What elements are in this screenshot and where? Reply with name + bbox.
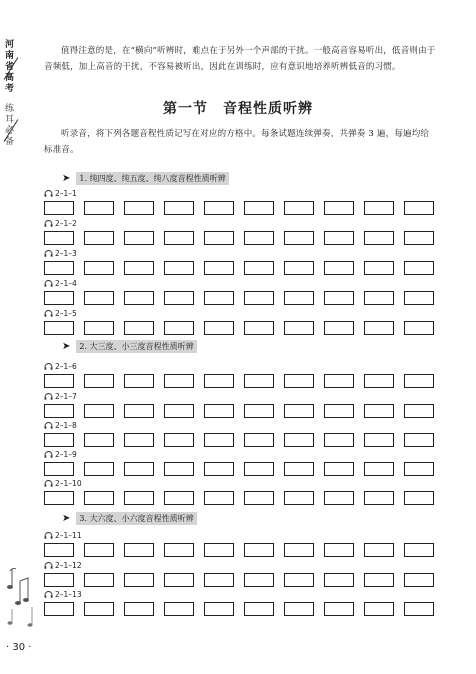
exercise-row <box>44 360 444 373</box>
answer-box[interactable] <box>364 462 394 476</box>
answer-box[interactable] <box>124 573 154 587</box>
answer-box[interactable] <box>284 231 314 245</box>
exercise-row <box>44 307 444 320</box>
answer-box[interactable] <box>164 404 194 418</box>
answer-box[interactable] <box>404 404 434 418</box>
exercise-label <box>44 390 444 403</box>
answer-box[interactable] <box>284 374 314 388</box>
exercise-row <box>44 477 444 490</box>
answer-box[interactable] <box>84 201 114 215</box>
exercise-number: 2–1–1 <box>55 189 77 198</box>
answer-box[interactable] <box>364 404 394 418</box>
exercise-number: 2–1–10 <box>55 479 82 488</box>
answer-box[interactable] <box>84 291 114 305</box>
headphone-audio-icon <box>44 562 53 569</box>
answer-box[interactable] <box>284 201 314 215</box>
answer-box[interactable] <box>404 291 434 305</box>
category-heading <box>62 172 229 185</box>
answer-box[interactable] <box>204 321 234 335</box>
answer-box[interactable] <box>244 374 274 388</box>
answer-box[interactable] <box>204 491 234 505</box>
arrow-icon: ➤ <box>62 513 71 524</box>
answer-box[interactable] <box>84 602 114 616</box>
answer-box[interactable] <box>204 404 234 418</box>
side-subtitle: 练耳必备 <box>5 104 15 147</box>
answer-box[interactable] <box>244 321 274 335</box>
headphone-audio-icon <box>44 532 53 539</box>
answer-box[interactable] <box>164 231 194 245</box>
exercise-number: 2–1–6 <box>55 362 77 371</box>
answer-box[interactable] <box>44 433 74 447</box>
exercise-row <box>44 588 444 601</box>
answer-box[interactable] <box>44 291 74 305</box>
answer-box[interactable] <box>404 462 434 476</box>
headphone-audio-icon <box>44 480 53 487</box>
answer-box[interactable] <box>324 462 354 476</box>
answer-box[interactable] <box>244 291 274 305</box>
answer-box[interactable] <box>284 462 314 476</box>
answer-box[interactable] <box>364 433 394 447</box>
answer-box[interactable] <box>404 374 434 388</box>
answer-box[interactable] <box>204 462 234 476</box>
headphone-audio-icon <box>44 363 53 370</box>
answer-box[interactable] <box>44 462 74 476</box>
answer-box[interactable] <box>164 201 194 215</box>
answer-box[interactable] <box>244 491 274 505</box>
answer-box[interactable] <box>44 321 74 335</box>
answer-box[interactable] <box>244 602 274 616</box>
exercise-number: 2–1–5 <box>55 309 77 318</box>
answer-box[interactable] <box>124 231 154 245</box>
answer-box[interactable] <box>364 201 394 215</box>
answer-box[interactable] <box>324 573 354 587</box>
headphone-audio-icon <box>44 422 53 429</box>
answer-box[interactable] <box>44 602 74 616</box>
exercise-number: 2–1–8 <box>55 421 77 430</box>
answer-box[interactable] <box>84 261 114 275</box>
answer-box[interactable] <box>404 573 434 587</box>
answer-box[interactable] <box>124 321 154 335</box>
exercise-label <box>44 419 444 432</box>
answer-box[interactable] <box>124 291 154 305</box>
exercise-row <box>44 559 444 572</box>
answer-box[interactable] <box>84 462 114 476</box>
answer-box[interactable] <box>404 201 434 215</box>
answer-box[interactable] <box>164 291 194 305</box>
section-title: 第一节 音程性质听辨 <box>163 101 313 117</box>
exercise-label <box>44 217 444 230</box>
side-title: 河南省高考 <box>5 40 15 94</box>
exercise-number: 2–1–13 <box>55 590 82 599</box>
answer-box[interactable] <box>364 602 394 616</box>
answer-box[interactable] <box>44 573 74 587</box>
answer-box[interactable] <box>284 543 314 557</box>
category-heading <box>62 512 197 525</box>
answer-box[interactable] <box>84 543 114 557</box>
answer-box[interactable] <box>244 543 274 557</box>
instruction-paragraph: 听录音，将下列各题音程性质记写在对应的方格中。每条试题连续弹奏，共弹奏 3 遍，每遍均给标准音。 <box>44 129 430 155</box>
answer-box[interactable] <box>44 491 74 505</box>
answer-box[interactable] <box>164 374 194 388</box>
headphone-audio-icon <box>44 310 53 317</box>
answer-box[interactable] <box>364 543 394 557</box>
answer-box[interactable] <box>204 201 234 215</box>
answer-box[interactable] <box>364 491 394 505</box>
exercise-number: 2–1–7 <box>55 392 77 401</box>
answer-box[interactable] <box>284 491 314 505</box>
category-label: 1. 纯四度、纯五度、纯八度音程性质听辨 <box>76 172 228 185</box>
answer-box[interactable] <box>44 231 74 245</box>
headphone-audio-icon <box>44 280 53 287</box>
exercise-number: 2–1–3 <box>55 249 77 258</box>
answer-box[interactable] <box>244 231 274 245</box>
exercise-label <box>44 307 444 320</box>
exercise-row <box>44 419 444 432</box>
answer-box[interactable] <box>124 261 154 275</box>
headphone-audio-icon <box>44 393 53 400</box>
answer-box[interactable] <box>404 433 434 447</box>
answer-box[interactable] <box>244 261 274 275</box>
intro-paragraph: 值得注意的是，在“横向”听辨时，难点在于另外一个声部的干扰。一般高音容易听出，低音则由于音频低，加上高音的干扰，不容易被听出，因此在训练时，应有意识地培养听辨低音的习惯。 <box>44 46 436 72</box>
answer-box[interactable] <box>44 201 74 215</box>
exercise-label <box>44 247 444 260</box>
answer-box[interactable] <box>204 261 234 275</box>
answer-box[interactable] <box>44 374 74 388</box>
answer-box[interactable] <box>164 573 194 587</box>
answer-box[interactable] <box>124 491 154 505</box>
answer-box[interactable] <box>164 602 194 616</box>
answer-box[interactable] <box>84 404 114 418</box>
answer-box[interactable] <box>324 602 354 616</box>
answer-box[interactable] <box>44 404 74 418</box>
answer-box[interactable] <box>124 602 154 616</box>
answer-box[interactable] <box>404 543 434 557</box>
answer-box[interactable] <box>324 261 354 275</box>
answer-box[interactable] <box>44 261 74 275</box>
answer-box[interactable] <box>404 261 434 275</box>
answer-box[interactable] <box>124 462 154 476</box>
answer-box[interactable] <box>404 602 434 616</box>
arrow-icon: ➤ <box>62 173 71 184</box>
answer-box[interactable] <box>84 433 114 447</box>
exercise-number: 2–1–4 <box>55 279 77 288</box>
exercise-number: 2–1–12 <box>55 561 82 570</box>
answer-box[interactable] <box>84 321 114 335</box>
answer-box[interactable] <box>204 291 234 305</box>
answer-box[interactable] <box>364 291 394 305</box>
headphone-audio-icon <box>44 451 53 458</box>
answer-box[interactable] <box>204 602 234 616</box>
exercise-label <box>44 187 444 200</box>
answer-box[interactable] <box>284 404 314 418</box>
page-number: · 30 · <box>6 642 32 653</box>
answer-box[interactable] <box>324 404 354 418</box>
answer-box[interactable] <box>364 261 394 275</box>
category-label: 2. 大三度、小三度音程性质听辨 <box>76 340 196 353</box>
answer-box[interactable] <box>364 321 394 335</box>
answer-box[interactable] <box>244 462 274 476</box>
exercise-row <box>44 247 444 260</box>
answer-box[interactable] <box>324 374 354 388</box>
exercise-label <box>44 529 444 542</box>
answer-box[interactable] <box>164 261 194 275</box>
exercise-row <box>44 529 444 542</box>
answer-box[interactable] <box>324 543 354 557</box>
answer-box[interactable] <box>364 573 394 587</box>
exercise-label <box>44 448 444 461</box>
answer-box[interactable] <box>164 433 194 447</box>
answer-box[interactable] <box>284 261 314 275</box>
exercise-row <box>44 448 444 461</box>
answer-box[interactable] <box>284 291 314 305</box>
answer-box[interactable] <box>84 374 114 388</box>
category-heading <box>62 340 197 353</box>
answer-box[interactable] <box>84 573 114 587</box>
answer-box[interactable] <box>244 573 274 587</box>
answer-box[interactable] <box>244 433 274 447</box>
answer-box[interactable] <box>204 573 234 587</box>
answer-box[interactable] <box>204 543 234 557</box>
answer-box[interactable] <box>324 433 354 447</box>
exercise-row <box>44 187 444 200</box>
answer-box[interactable] <box>164 543 194 557</box>
exercise-row <box>44 390 444 403</box>
answer-box[interactable] <box>164 491 194 505</box>
headphone-audio-icon <box>44 591 53 598</box>
answer-box[interactable] <box>324 321 354 335</box>
answer-box[interactable] <box>124 201 154 215</box>
exercise-label <box>44 559 444 572</box>
answer-box[interactable] <box>284 433 314 447</box>
answer-box[interactable] <box>324 291 354 305</box>
answer-box[interactable] <box>84 491 114 505</box>
answer-box[interactable] <box>364 231 394 245</box>
answer-box[interactable] <box>44 543 74 557</box>
answer-box[interactable] <box>84 231 114 245</box>
headphone-audio-icon <box>44 220 53 227</box>
exercise-number: 2–1–9 <box>55 450 77 459</box>
exercise-number: 2–1–11 <box>55 531 82 540</box>
answer-box[interactable] <box>244 201 274 215</box>
answer-box[interactable] <box>164 462 194 476</box>
exercise-label <box>44 588 444 601</box>
answer-box[interactable] <box>404 321 434 335</box>
answer-box[interactable] <box>244 404 274 418</box>
answer-box[interactable] <box>404 491 434 505</box>
answer-box[interactable] <box>284 602 314 616</box>
answer-box[interactable] <box>124 433 154 447</box>
exercise-label <box>44 477 444 490</box>
answer-box[interactable] <box>364 374 394 388</box>
answer-box[interactable] <box>324 491 354 505</box>
arrow-icon: ➤ <box>62 341 71 352</box>
answer-box[interactable] <box>124 404 154 418</box>
headphone-audio-icon <box>44 250 53 257</box>
exercise-row <box>44 217 444 230</box>
exercise-row <box>44 277 444 290</box>
exercise-label <box>44 360 444 373</box>
answer-box[interactable] <box>164 321 194 335</box>
answer-box[interactable] <box>284 321 314 335</box>
exercise-label <box>44 277 444 290</box>
answer-box[interactable] <box>204 433 234 447</box>
music-notes-decoration <box>6 563 38 633</box>
answer-box[interactable] <box>284 573 314 587</box>
headphone-audio-icon <box>44 190 53 197</box>
answer-box[interactable] <box>204 231 234 245</box>
category-label: 3. 大六度、小六度音程性质听辨 <box>76 512 196 525</box>
answer-box[interactable] <box>324 231 354 245</box>
answer-box[interactable] <box>204 374 234 388</box>
answer-box[interactable] <box>124 543 154 557</box>
answer-box[interactable] <box>124 374 154 388</box>
answer-box[interactable] <box>324 201 354 215</box>
answer-box[interactable] <box>404 231 434 245</box>
exercise-number: 2–1–2 <box>55 219 77 228</box>
